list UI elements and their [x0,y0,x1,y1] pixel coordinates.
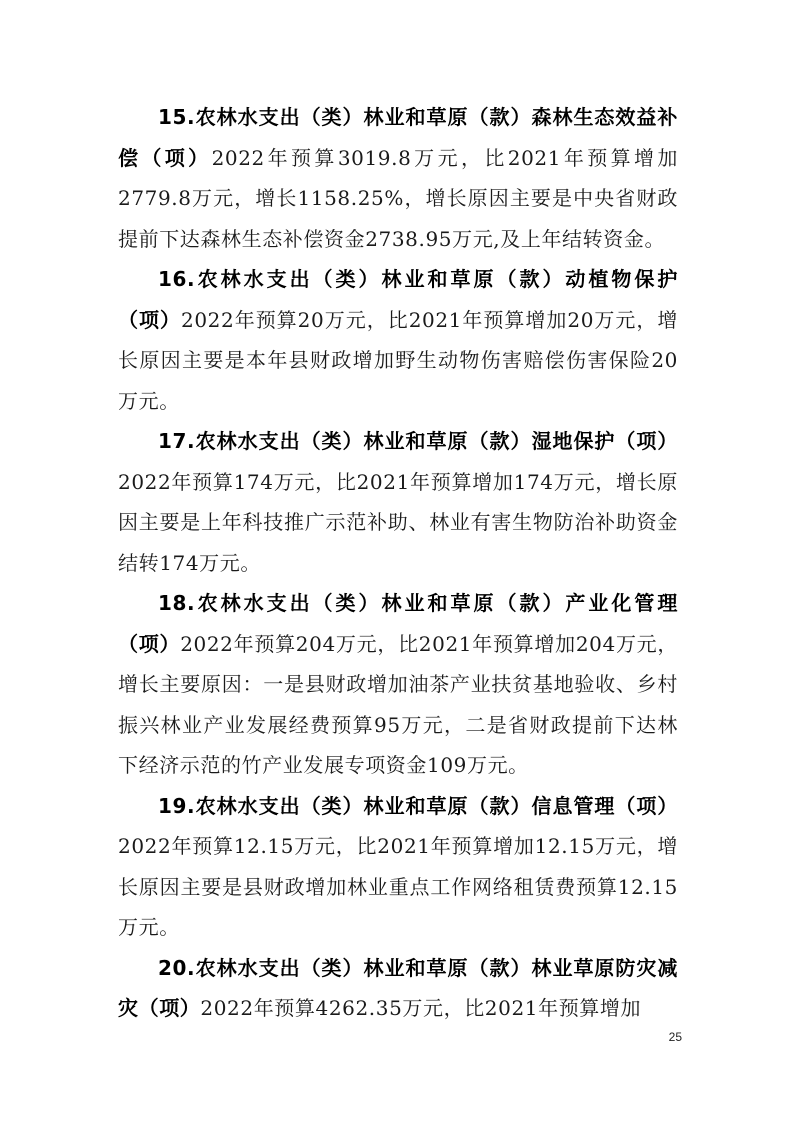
paragraph-heading: 15.农林水支出（类）林业和草原（款）森林生态效益补偿（项） [118,105,678,170]
paragraph-19 [118,786,678,948]
paragraph-20 [118,948,678,1029]
paragraph-15 [118,97,678,259]
paragraph-text: 2022年预算20万元，比2021年预算增加20万元，增长原因主要是本年县财政增加野生动物伤害赔偿伤害保险20万元。 [118,307,678,413]
paragraph-heading: 19.农林水支出（类）林业和草原（款）信息管理（项） [158,793,678,818]
document-body [118,97,678,1029]
paragraph-text: 2022年预算4262.35万元，比2021年预算增加 [200,996,642,1020]
paragraph-text: 2022年预算204万元，比2021年预算增加204万元，增长主要原因：一是县财政增加油茶产业扶贫基地验收、乡村振兴林业产业发展经费预算95万元，二是省财政提前下达林下经济示范的竹产业发展专项资金109万元。 [118,631,678,777]
paragraph-heading: 16.农林水支出（类）林业和草原（款）动植物保护（项） [118,267,678,332]
paragraph-17 [118,421,678,583]
paragraph-heading: 17.农林水支出（类）林业和草原（款）湿地保护（项） [158,429,678,453]
paragraph-heading: 20.农林水支出（类）林业和草原（款）林业草原防灾减灾（项） [118,955,678,1020]
paragraph-18 [118,583,678,786]
paragraph-text: 2022年预算174万元，比2021年预算增加174万元，增长原因主要是上年科技推广示范补助、林业有害生物防治补助资金结转174万元。 [118,469,678,575]
paragraph-text: 2022年预算3019.8万元，比2021年预算增加2779.8万元，增长1158.25%，增长原因主要是中央省财政提前下达森林生态补偿资金2738.95万元,及上年结转资金。 [118,145,678,251]
page-number: 25 [668,1030,682,1044]
paragraph-text: 2022年预算12.15万元，比2021年预算增加12.15万元，增长原因主要是县财政增加林业重点工作网络租赁费预算12.15万元。 [118,834,678,939]
paragraph-heading: 18.农林水支出（类）林业和草原（款）产业化管理（项） [118,591,678,656]
paragraph-16 [118,259,678,421]
